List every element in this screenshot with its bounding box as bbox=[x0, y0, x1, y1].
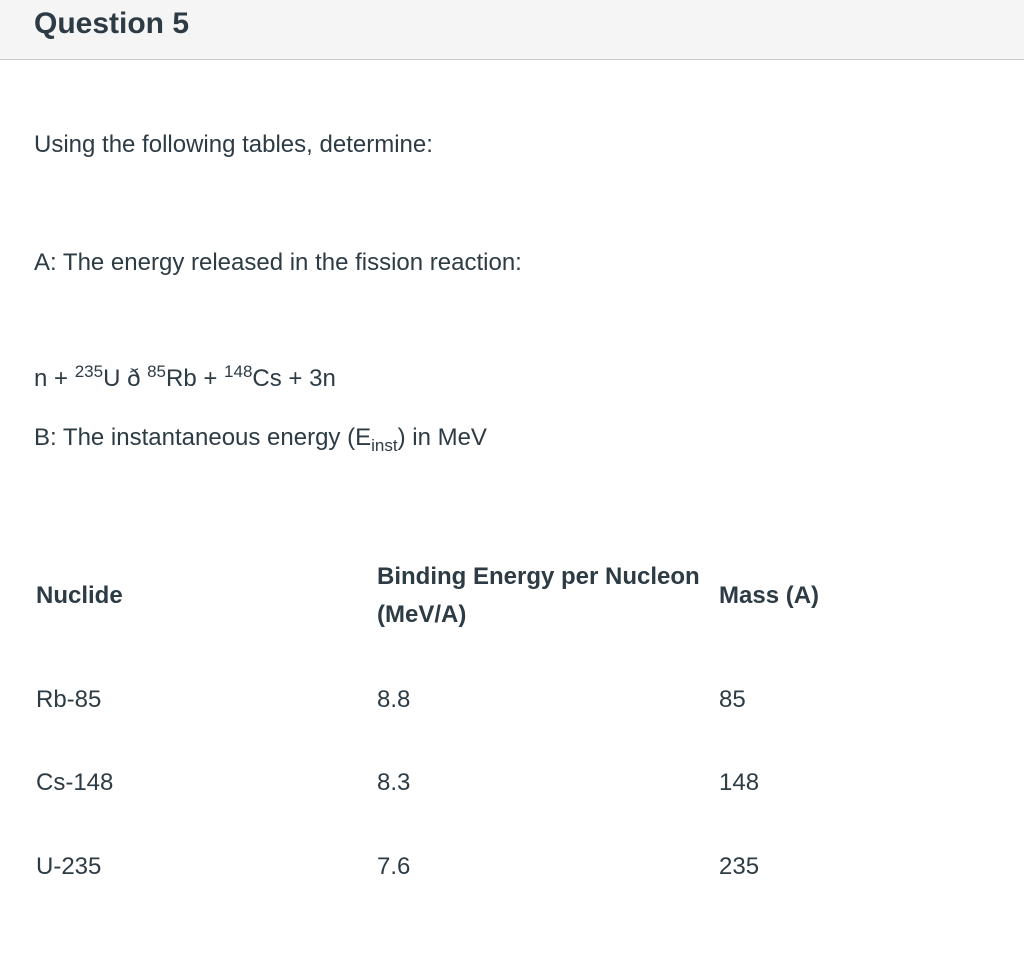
part-a-text: A: The energy released in the fission reaction: bbox=[34, 249, 522, 276]
part-b-subscript: inst bbox=[371, 436, 398, 455]
intro-text: Using the following tables, determine: bbox=[34, 131, 433, 158]
part-b-text bbox=[34, 423, 487, 453]
row-rb85-nuclide: Rb-85 bbox=[36, 686, 102, 713]
row-cs148-binding: 8.3 bbox=[377, 769, 411, 796]
row-cs148-mass: 148 bbox=[719, 769, 760, 796]
question-title: Question 5 bbox=[34, 7, 190, 40]
part-b-prefix: B: The instantaneous energy (E bbox=[34, 424, 372, 451]
cs-mass-number: 148 bbox=[224, 362, 253, 381]
header-binding-energy-line2: (MeV/A) bbox=[377, 601, 467, 628]
row-u235-mass: 235 bbox=[719, 853, 760, 880]
row-u235-nuclide: U-235 bbox=[36, 853, 102, 880]
header-binding-energy-line1: Binding Energy per Nucleon bbox=[377, 563, 700, 590]
header-nuclide: Nuclide bbox=[36, 582, 123, 609]
equation-neutron: n + bbox=[34, 365, 75, 392]
equation-uranium: U ð bbox=[103, 365, 148, 392]
equation-rubidium: Rb + bbox=[166, 365, 225, 392]
part-b-suffix: ) in MeV bbox=[397, 424, 487, 451]
row-cs148-nuclide: Cs-148 bbox=[36, 769, 114, 796]
fission-equation bbox=[34, 364, 336, 394]
row-rb85-binding: 8.8 bbox=[377, 686, 411, 713]
u-mass-number: 235 bbox=[74, 362, 104, 381]
row-rb85-mass: 85 bbox=[719, 686, 746, 713]
question-header bbox=[0, 0, 1024, 60]
rb-mass-number: 85 bbox=[147, 362, 167, 381]
equation-cesium: Cs + 3n bbox=[252, 365, 336, 392]
row-u235-binding: 7.6 bbox=[377, 853, 411, 880]
header-mass: Mass (A) bbox=[719, 582, 820, 609]
